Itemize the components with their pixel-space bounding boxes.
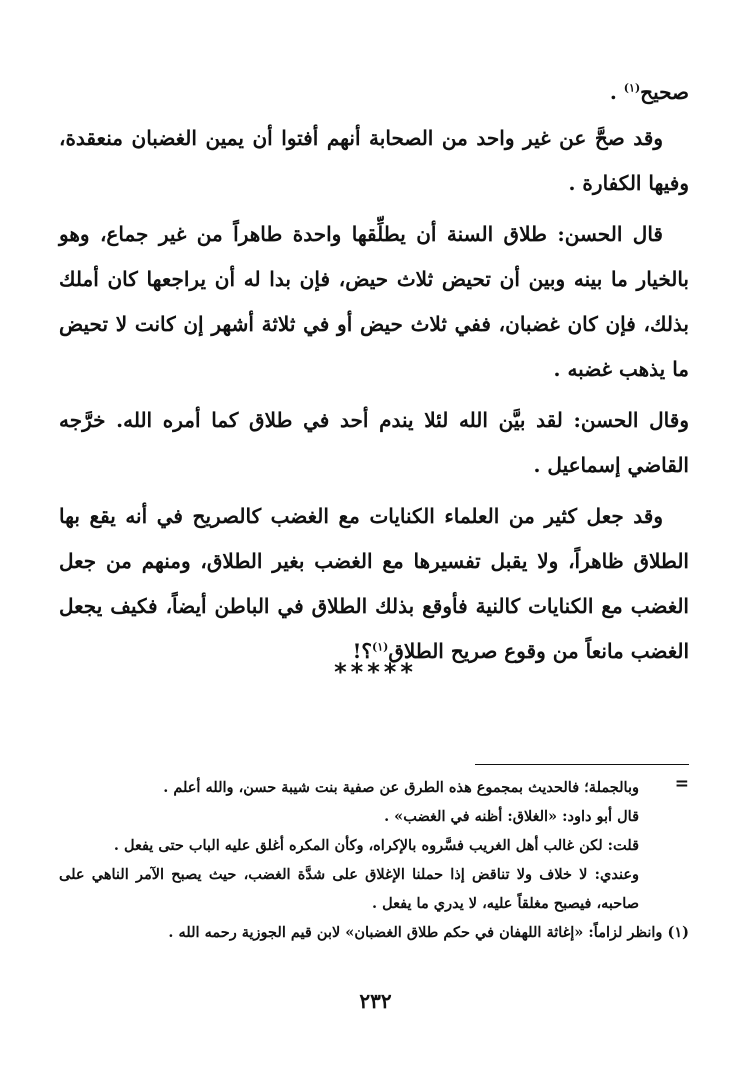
paragraph-5 [59, 494, 689, 674]
paragraph-1 [59, 70, 689, 115]
paragraph-2: وقد صحَّ عن غير واحد من الصحابة أنهم أفتوا أن يمين الغضبان منعقدة، وفيها الكفارة . [59, 126, 689, 195]
paragraph-5-text: وقد جعل كثير من العلماء الكنايات مع الغضب كالصريح في أنه يقع بها الطلاق ظاهراً، ولا يقبل تفسيرها مع الغضب بغير الطلاق، ومنهم من جعل الغضب مع الكنايات كالنية فأوقع بذلك الطلاق في الباطن أيضاً، فكيف يجعل الغضب مانعاً من وقوع صريح الطلاق [59, 504, 689, 663]
paragraph-1-text: صحيح [640, 80, 689, 104]
paragraph-5-end: ؟! [352, 639, 372, 663]
paragraph-1-end: . [609, 80, 624, 104]
footnote-line-1: وبالجملة؛ فالحديث بمجموع هذه الطرق عن صفية بنت شيبة حسن، والله أعلم . [163, 779, 639, 796]
footnote-line-2: قال أبو داود: «الغلاق: أظنه في الغضب» . [384, 808, 639, 825]
footnote-continuation-mark: = [674, 774, 689, 794]
footnote-ref-2: (١) [372, 640, 389, 654]
paragraph-3: قال الحسن: طلاق السنة أن يطلِّقها واحدة طاهراً من غير جماع، وهو بالخيار ما بينه وبين أن تحيض ثلاث حيض، فإن بدا له أن يراجعها كان أملك بذلك، فإن كان غضبان، ففي ثلاث حيض أو في ثلاثة أشهر إن كانت لا تحيض ما يذهب غضبه . [59, 222, 689, 381]
footnote-ref-1: (١) [623, 81, 641, 95]
section-separator: ***** [334, 658, 417, 686]
footnote-line-3: قلت: لكن غالب أهل الغريب فسَّروه بالإكراه، وكأن المكره أغلق عليه الباب حتى يفعل . [113, 837, 639, 854]
paragraph-4: وقال الحسن: لقد بيَّن الله لئلا يندم أحد في طلاق كما أمره الله. خرَّجه القاضي إسماعيل . [59, 408, 689, 477]
footnotes [59, 773, 689, 947]
footnote-divider [475, 764, 689, 765]
footnote-line-4: وعندي: لا خلاف ولا تناقض إذا حملنا الإغلاق على شدَّة الغضب، حيث يصبح الآمر الناهي على صاحبه، فيصبح مغلقاً عليه، لا يدري ما يفعل . [59, 866, 639, 912]
page-number: ٢٣٢ [359, 989, 392, 1013]
main-text [59, 70, 689, 680]
footnote-1: (١) وانظر لزاماً: «إغاثة اللهفان في حكم طلاق الغضبان» لابن قيم الجوزية رحمه الله . [168, 924, 689, 941]
